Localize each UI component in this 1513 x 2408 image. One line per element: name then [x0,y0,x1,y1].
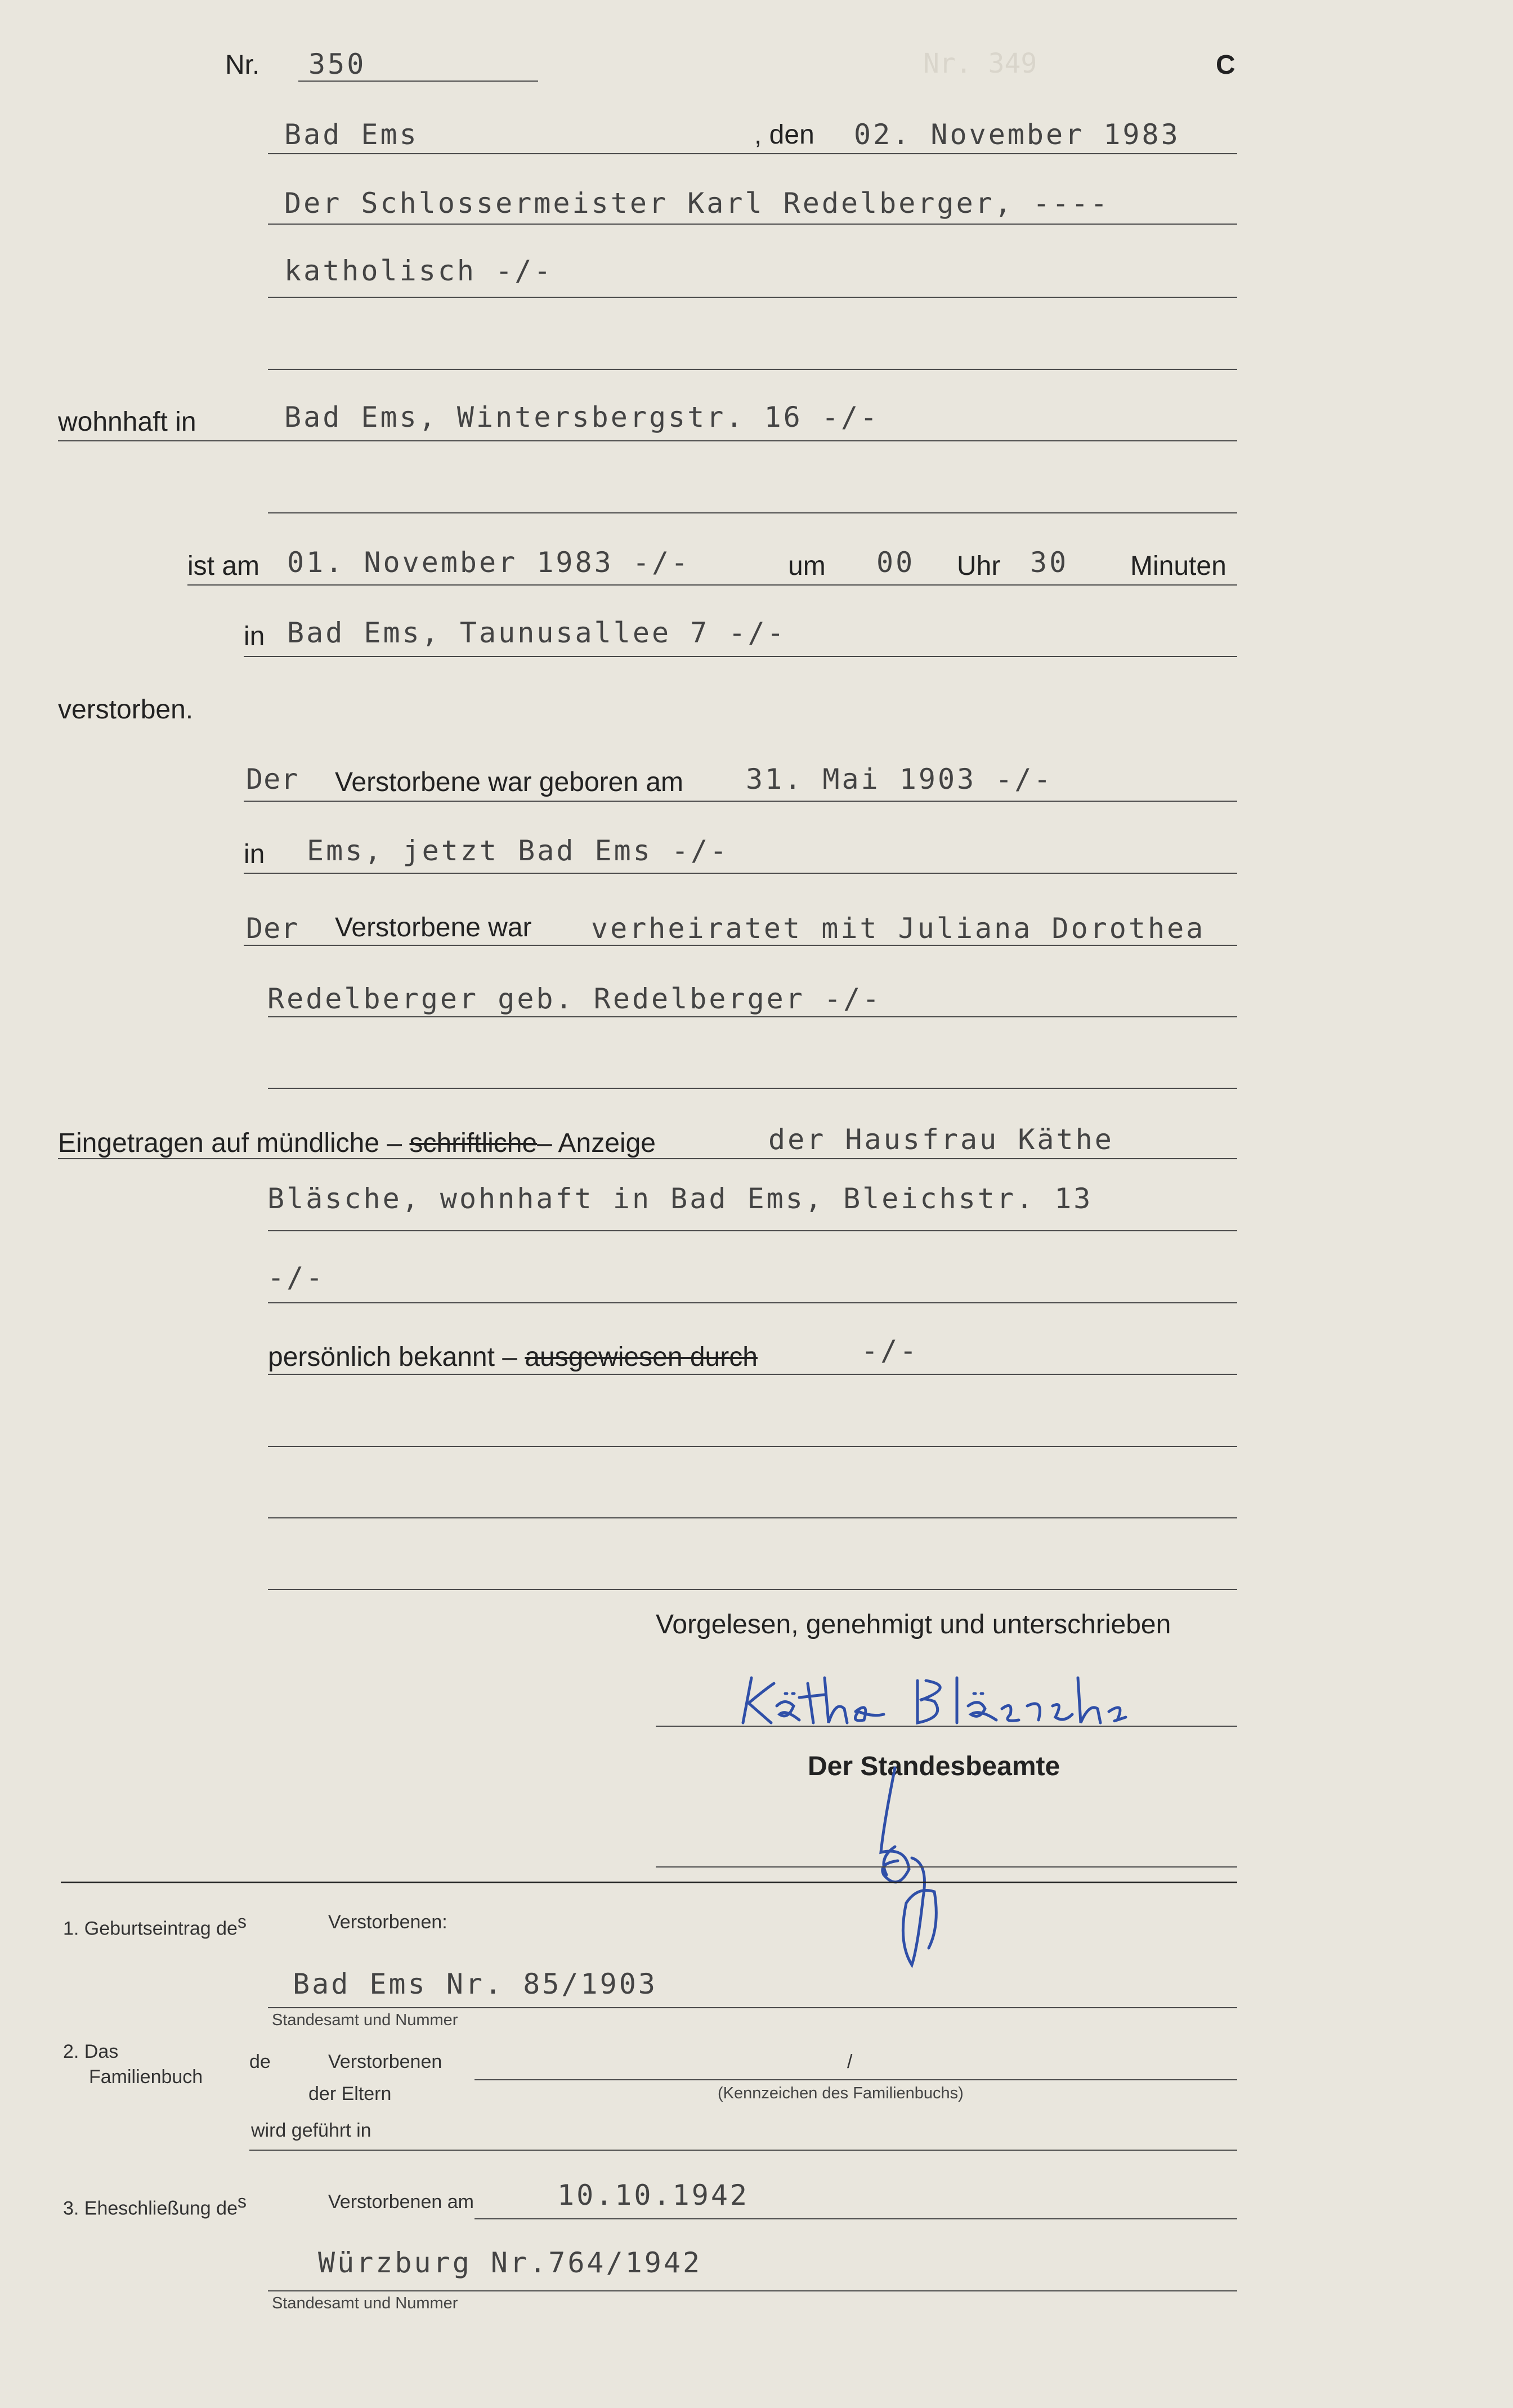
rule [268,1302,1237,1303]
item2-verstorbenen: Verstorbenen [328,2051,442,2072]
geboren-prefix: Der [246,763,299,796]
informant-line1: der Hausfrau Käthe [768,1123,1114,1156]
nr-label: Nr. [225,50,260,80]
birth-date: 31. Mai 1903 -/- [746,763,1053,796]
um-label: um [788,551,826,581]
registration-place: Bad Ems [284,118,419,151]
verstorben-label: verstorben. [58,695,194,725]
death-minute: 30 [1030,546,1069,579]
item2-gefuehrt: wird geführt in [251,2120,371,2141]
rule [244,801,1237,802]
rule [244,873,1237,874]
item2-label-a: 2. Das [63,2041,119,2062]
bleedthrough-text [68,608,80,666]
item3-label: 3. Eheschließung des [63,2191,247,2219]
rule [268,1517,1237,1518]
marital-status-line1: verheiratet mit Juliana Dorothea [591,912,1206,945]
status-prefix: Der [246,912,299,945]
rule [656,1866,1237,1868]
registrar-signature [844,1757,968,1971]
rule [187,584,1237,586]
rule [298,81,538,82]
rule [268,1589,1237,1590]
item1-suffix: Verstorbenen: [328,1911,447,1933]
rule [268,1446,1237,1447]
birth-in-label: in [244,839,265,869]
item1-caption: Standesamt und Nummer [272,2011,458,2029]
rule [58,440,1237,441]
standesbeamte-label: Der Standesbeamte [808,1752,1060,1781]
rule [268,153,1237,154]
ist-am-label: ist am [187,551,260,581]
section-divider [61,1882,1237,1883]
form-letter: C [1216,50,1236,80]
geboren-label: Verstorbene war geboren am [335,767,684,797]
item2-caption: (Kennzeichen des Familienbuchs) [718,2084,964,2102]
item2-eltern: der Eltern [308,2083,392,2105]
death-date: 01. November 1983 -/- [287,546,691,579]
rule [268,2007,1237,2008]
anzeige-label: Eingetragen auf mündliche – schriftliche– Anzeige [58,1128,656,1158]
informant-line2: Bläsche, wohnhaft in Bad Ems, Bleichstr. 13 [267,1182,1093,1215]
informant-line3: -/- [267,1261,325,1294]
rule [268,1230,1237,1231]
rule [656,1726,1237,1727]
uhr-label: Uhr [957,551,1001,581]
minuten-label: Minuten [1130,551,1226,581]
item3-caption: Standesamt und Nummer [272,2294,458,2312]
item3-suffix: Verstorbenen am [328,2191,474,2213]
rule [268,1088,1237,1089]
in-label: in [244,622,265,651]
den-label: , den [754,120,814,150]
item1-label: 1. Geburtseintrag des [63,1911,247,1940]
rule [268,2290,1237,2291]
bekannt-value: -/- [861,1334,919,1367]
rule [475,2079,1237,2080]
death-hour: 00 [876,546,915,579]
rule [268,1016,1237,1017]
register-number: 350 [308,48,366,81]
deceased-religion: katholisch -/- [284,254,553,287]
item2-slash: / [847,2051,853,2072]
marital-status-line2: Redelberger geb. Redelberger -/- [267,982,882,1015]
rule [268,369,1237,370]
rule [244,945,1237,946]
rule [268,224,1237,225]
vorgelesen-text: Vorgelesen, genehmigt und unterschrieben [656,1610,1171,1639]
rule [268,297,1237,298]
item2-label-b: Familienbuch [89,2066,203,2088]
death-place: Bad Ems, Taunusallee 7 -/- [287,616,786,649]
bekannt-label: persönlich bekannt – ausgewiesen durch [268,1342,758,1372]
status-label: Verstorbene war [335,913,532,942]
birth-register-entry: Bad Ems Nr. 85/1903 [293,1968,657,2000]
wohnhaft-label: wohnhaft in [58,407,196,437]
rule [475,2218,1237,2219]
deceased-name: Der Schlossermeister Karl Redelberger, ---- [284,187,1110,220]
birth-place: Ems, jetzt Bad Ems -/- [307,834,729,867]
rule [249,2150,1237,2151]
rule [58,1158,1237,1159]
rule [268,512,1237,513]
residence: Bad Ems, Wintersbergstr. 16 -/- [284,401,880,434]
rule [244,656,1237,657]
informant-signature [732,1667,1148,1740]
bleedthrough-text: Nr. 349 [923,48,1037,79]
registration-date: 02. November 1983 [854,118,1180,151]
marriage-register-entry: Würzburg Nr.764/1942 [318,2246,702,2279]
rule [268,1374,1237,1375]
item2-de: de [249,2051,271,2072]
marriage-date: 10.10.1942 [557,2179,750,2212]
